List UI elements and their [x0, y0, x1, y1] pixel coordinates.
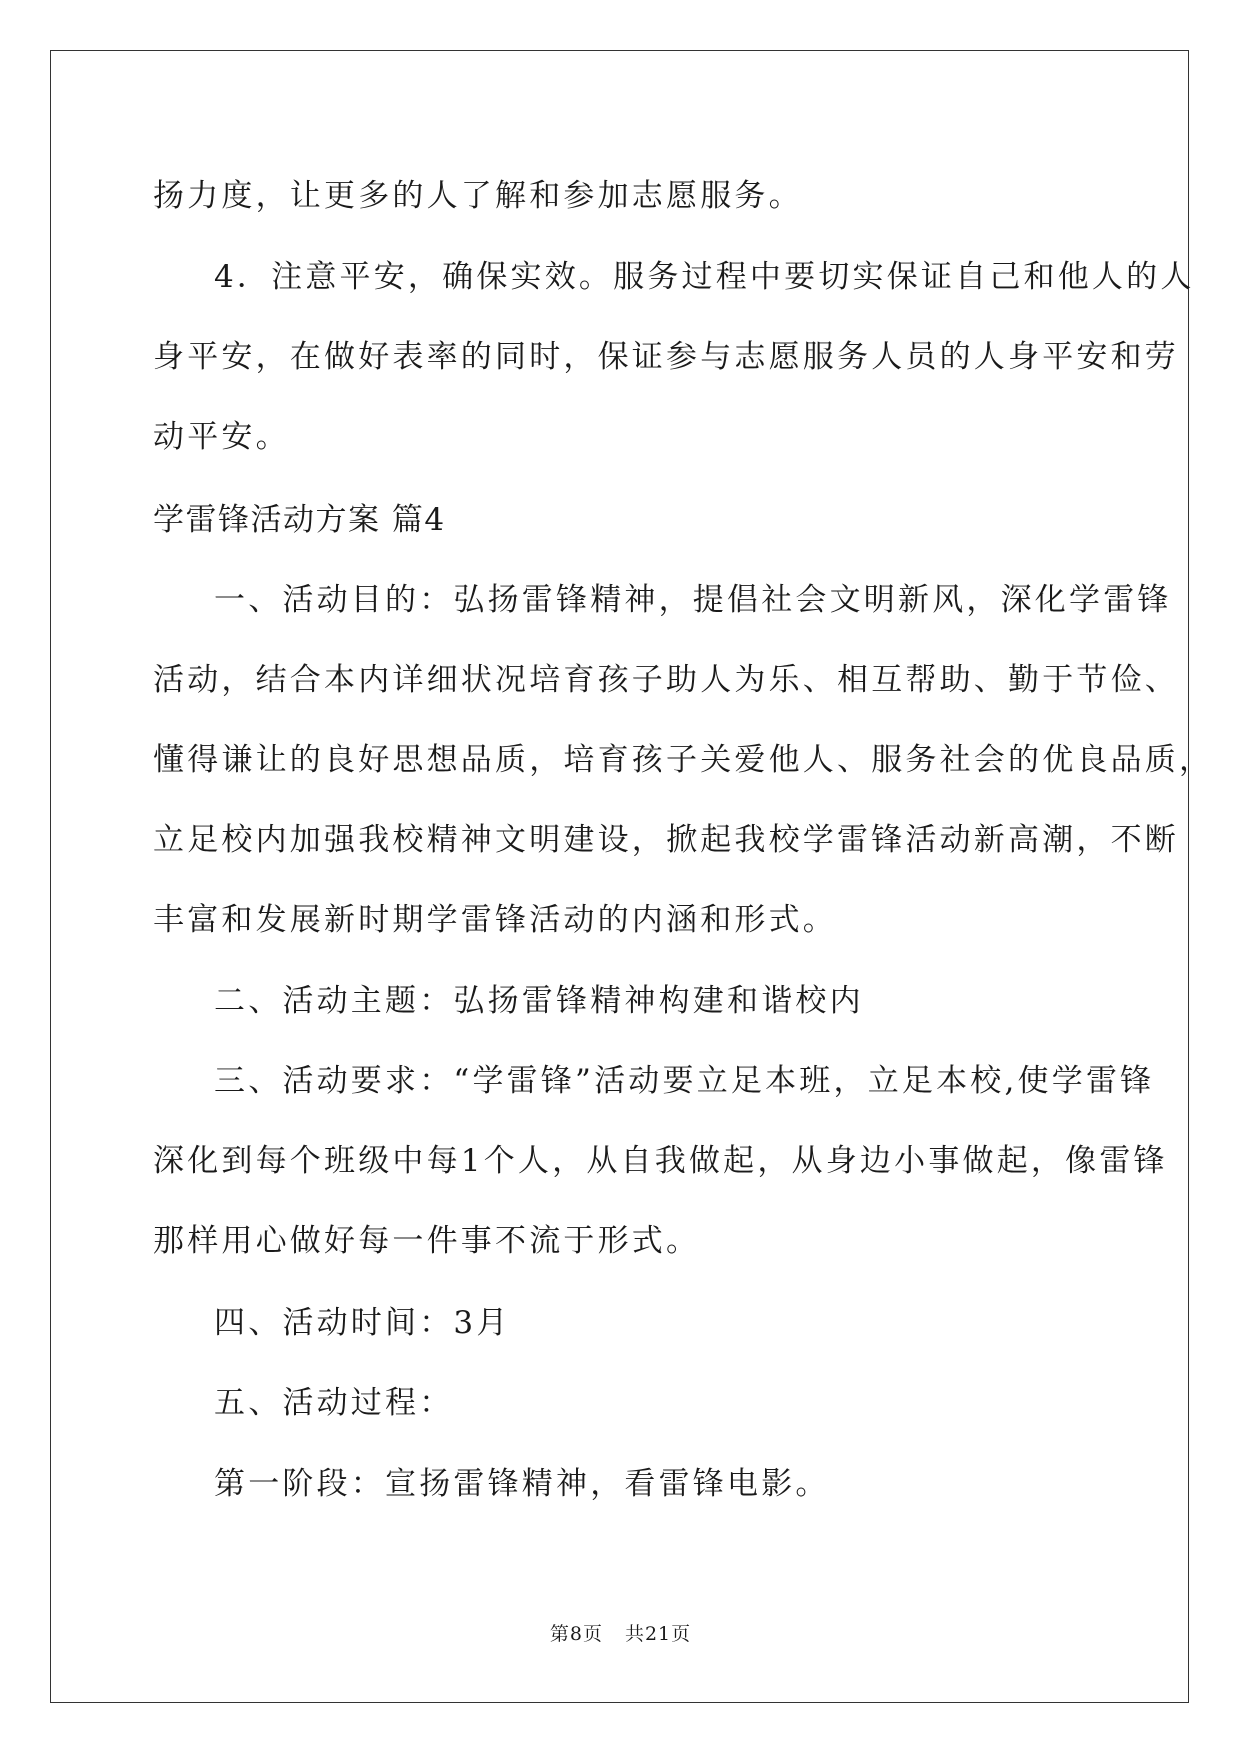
- page-number: 第8页: [549, 1623, 603, 1645]
- text-line-17: 第一阶段：宣扬雷锋精神，看雷锋电影。: [214, 1466, 830, 1502]
- text-line-7: 活动，结合本内详细状况培育孩子助人为乐、相互帮助、勤于节俭、: [153, 662, 1179, 698]
- text-line-8: 懂得谦让的良好思想品质，培育孩子关爱他人、服务社会的优良品质，: [153, 742, 1214, 778]
- text-line-4: 动平安。: [153, 419, 290, 455]
- page-total: 共21页: [624, 1623, 692, 1645]
- text-line-14: 那样用心做好每一件事不流于形式。: [153, 1223, 701, 1259]
- text-line-11: 二、活动主题：弘扬雷锋精神构建和谐校内: [214, 983, 864, 1019]
- text-line-1: 扬力度，让更多的人了解和参加志愿服务。: [153, 178, 803, 214]
- text-line-6: 一、活动目的：弘扬雷锋精神，提倡社会文明新风，深化学雷锋: [214, 582, 1172, 618]
- text-line-12: 三、活动要求：“学雷锋”活动要立足本班，立足本校,使学雷锋: [214, 1063, 1155, 1099]
- text-line-16: 五、活动过程：: [214, 1385, 454, 1421]
- page-frame: [50, 50, 1189, 1703]
- text-line-3: 身平安，在做好表率的同时，保证参与志愿服务人员的人身平安和劳: [153, 339, 1179, 375]
- text-line-15: 四、活动时间：3月: [214, 1305, 511, 1341]
- text-line-2: 4．注意平安，确保实效。服务过程中要切实保证自己和他人的人: [214, 259, 1195, 295]
- page-footer: [0, 1622, 1241, 1646]
- text-line-9: 立足校内加强我校精神文明建设，掀起我校学雷锋活动新高潮，不断: [153, 822, 1179, 858]
- text-line-13: 深化到每个班级中每1个人，从自我做起，从身边小事做起，像雷锋: [153, 1143, 1168, 1179]
- text-line-10: 丰富和发展新时期学雷锋活动的内涵和形式。: [153, 902, 837, 938]
- section-heading: 学雷锋活动方案 篇4: [153, 502, 446, 538]
